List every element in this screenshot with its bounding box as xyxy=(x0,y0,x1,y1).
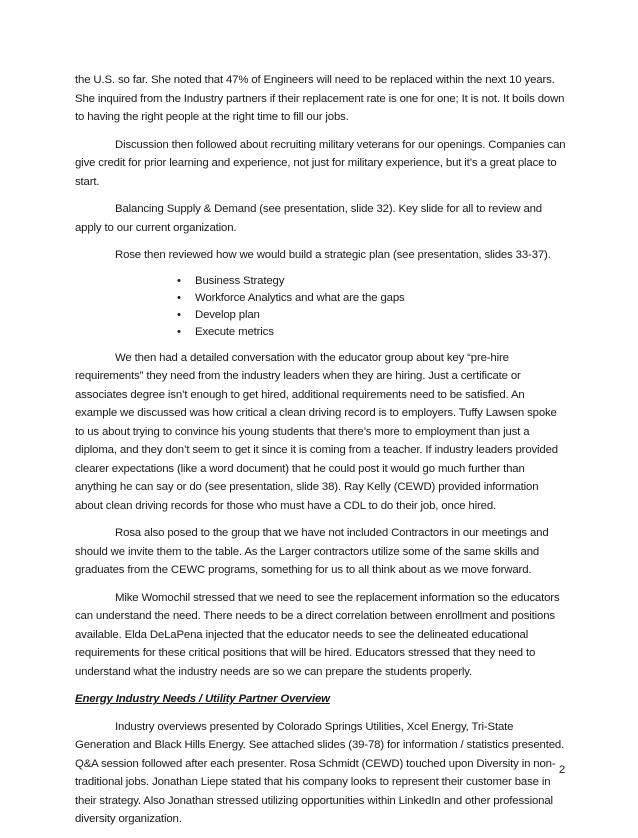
list-item-label: Workforce Analytics and what are the gaps xyxy=(195,291,405,304)
bullet-icon: • xyxy=(177,325,181,338)
list-item-label: Develop plan xyxy=(195,308,260,321)
bullet-icon: • xyxy=(177,274,181,287)
list-item-label: Business Strategy xyxy=(195,274,285,287)
section-heading: Energy Industry Needs / Utility Partner Overview xyxy=(75,693,330,705)
paragraph-industry-overviews: Industry overviews presented by Colorado Springs Utilities, Xcel Energy, Tri-State Generation and Black Hills Energy. See attached slides (39-78) for information / statistics presented. Q&A session followed after each presenter. Rosa Schmidt (CEWD) touched upon Diversity in non-traditional jobs. Jonathan Liepe stated that his company looks to represent their customer base in their strategy. Also Jonathan stressed utilizing opportunities within LinkedIn and other professional diversity organization. xyxy=(75,720,565,825)
paragraph-pre-hire-requirements: We then had a detailed conversation with the educator group about key “pre-hire requirements” they need from the industry leaders when they are hiring. Just a certificate or associates degree isn’t enough to get hired, additional requirements need to be satisfied. An example we discussed was how critical a clean driving record is to employers. Tuffy Lawsen spoke to us about trying to convince his young students that there’s more to employment than just a diploma, and they don’t seem to get it since it is coming from a teacher. If industry leaders provided clearer expectations (like a word document) that he could post it would go much further than anything he can say or do (see presentation, slide 38). Ray Kelly (CEWD) provided information about clean driving records for those who must have a CDL to do their job, once hired. xyxy=(75,351,558,512)
paragraph-replacement-information: Mike Womochil stressed that we need to see the replacement information so the educators can understand the need. There needs to be a direct correlation between enrollment and positions available. Elda DeLaPena injected that the educator needs to see the delineated educational requirements for these critical positions that will be hired. Educators stressed that they need to understand what the industry needs are so we can prepare the students properly. xyxy=(75,591,560,678)
list-item xyxy=(177,324,567,341)
list-item xyxy=(177,290,567,307)
list-item-label: Execute metrics xyxy=(195,325,274,338)
bullet-icon: • xyxy=(177,308,181,321)
strategic-plan-list xyxy=(75,273,567,341)
paragraph-military-veterans: Discussion then followed about recruiting military veterans for our openings. Companies can give credit for prior learning and experience, not just for military experience, but it’s a great place to start. xyxy=(75,138,566,188)
paragraph-supply-demand: Balancing Supply & Demand (see presentation, slide 32). Key slide for all to review and apply to our current organization. xyxy=(75,203,542,234)
paragraph-contractors: Rosa also posed to the group that we have not included Contractors in our meetings and should we invite them to the table. As the Larger contractors utilize some of the same skills and graduates from the CEWC programs, something for us to all think about as we move forward. xyxy=(75,527,549,576)
page-number: 2 xyxy=(558,764,565,776)
paragraph-replacement-rate: the U.S. so far. She noted that 47% of Engineers will need to be replaced within the next 10 years. She inquired from the Industry partners if their replacement rate is one for one; It is not. It boils down to having the right people at the right time to fill our jobs. xyxy=(75,74,565,123)
list-item xyxy=(177,273,567,290)
bullet-icon: • xyxy=(177,291,181,304)
paragraph-strategic-plan: Rose then reviewed how we would build a strategic plan (see presentation, slides 33-37). xyxy=(115,249,551,261)
page-content xyxy=(75,71,567,838)
list-item xyxy=(177,307,567,324)
